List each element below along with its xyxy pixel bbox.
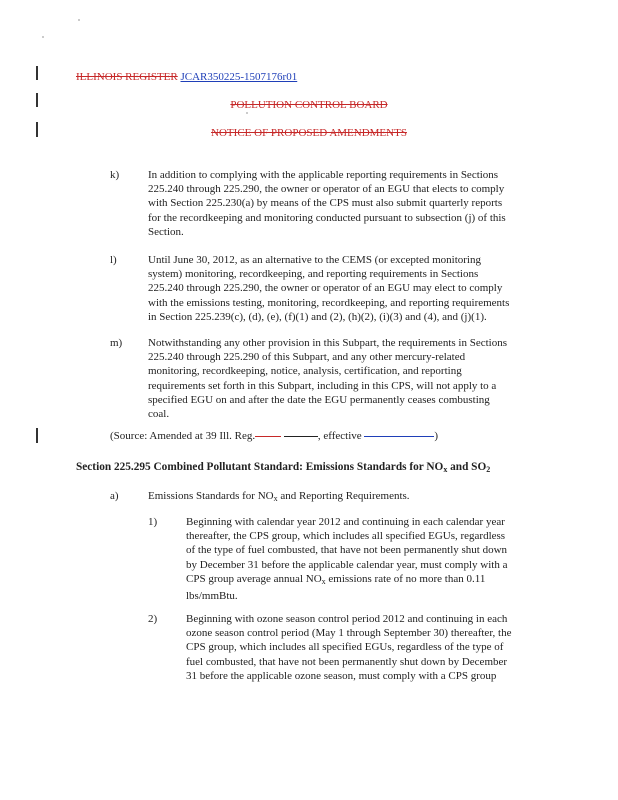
text-line: for the recordkeeping and monitoring conducted pursuant to subsection (j) of this [148,211,506,224]
board-name-text: POLLUTION CONTROL BOARD [230,99,388,111]
scan-speck [78,19,80,21]
text-line: system) monitoring, recordkeeping, and reporting requirements in Sections [148,268,479,281]
text-line: In addition to complying with the applicable reporting requirements in Sections [148,169,499,181]
section-heading [76,460,490,477]
notice-title-text: NOTICE OF PROPOSED AMENDMENTS [211,127,407,139]
source-suffix: ) [434,430,439,442]
text-span: CPS group average annual NO [186,572,322,585]
paragraph-l [148,253,509,324]
text-line: of the type of fuel combusted, that have not been permanently shut down [186,544,508,557]
text-line: thereafter, the CPS group, which includes all specified EGUs, regardless [186,530,506,543]
item-1 [186,515,507,603]
text-line: Beginning with ozone season control period 2012 and continuing in each [186,613,508,625]
section-heading-and: and SO [447,461,487,473]
item-2 [186,612,511,683]
paragraph-label-m: m) [110,337,123,349]
text-line: CPS group, which includes all specified EGUs, regardless of the type of [186,641,504,654]
change-bar [36,428,38,443]
change-bar [36,66,38,80]
subscript: x [273,494,278,503]
item-label-2: 2) [148,613,158,625]
text-line [186,572,507,589]
register-inserted-text: JCAR350225-1507176r01 [180,71,298,83]
text-line: monitoring, recordkeeping, notice, analysis, certification, and reporting [148,365,462,378]
item-label-1: 1) [148,516,158,528]
text-line: specified EGU on and after the date the EGU permanently ceases combusting [148,393,490,406]
text-line: Beginning with calendar year 2012 and continuing in each calendar year [186,516,505,528]
notice-title [0,126,618,140]
source-prefix: (Source: Amended at 39 Ill. Reg. [110,430,256,442]
source-middle: , effective [317,430,362,442]
text-line: lbs/mmBtu. [186,590,238,603]
board-name [0,98,618,112]
deleted-blank [255,436,281,437]
paragraph-m [148,336,507,421]
text-line: in Section 225.239(c), (d), (e), (f)(1) and (2), (h)(2), (i)(3) and (4), and (j)(1). [148,310,487,323]
text-line: 225.240 through 225.290, the owner or operator of an EGU may elect to comply [148,282,503,295]
source-note [110,429,438,443]
scan-speck [42,36,44,38]
subscript: x [443,465,448,474]
text-span: emissions rate of no more than 0.11 [325,572,486,585]
subsection-a-text: Emissions Standards for NO [148,490,274,502]
subscript: x [321,576,326,586]
paragraph-label-k: k) [110,169,120,181]
text-line: with Section 225.230(a) by means of the CPS must also submit quarterly reports [148,197,503,210]
register-deleted-text: ILLINOIS REGISTER [76,71,178,83]
text-line: fuel combusted, that have not been permanently shut down by December [186,655,508,668]
text-line: 225.240 through 225.290, the owner or operator of an EGU that elects to comply [148,183,505,196]
text-line: requirements set forth in this Subpart, including in this CPS, will not apply to a [148,379,497,392]
text-line: Section. [148,225,184,238]
subsection-label-a: a) [110,490,119,502]
scan-speck [246,112,248,114]
text-line: Until June 30, 2012, as an alternative to the CEMS (or excepted monitoring [148,254,481,266]
text-line: coal. [148,408,170,421]
text-line: 225.240 through 225.290 of this Subpart, and any other mercury-related [148,351,466,364]
text-line: by December 31 before the applicable calendar year, must comply with a [186,558,508,571]
inserted-blank [364,436,434,437]
text-line: 31 before the applicable ozone season, must comply with a CPS group [186,669,497,682]
section-heading-text: Section 225.295 Combined Pollutant Standard: Emissions Standards for NO [76,461,444,473]
text-line: ozone season control period (May 1 through September 30) thereafter, the [186,627,512,640]
paragraph-k [148,168,506,239]
register-header [76,70,297,84]
text-line: with the emissions testing, monitoring, recordkeeping, and reporting requirements [148,296,510,309]
text-line: Notwithstanding any other provision in this Subpart, the requirements in Sections [148,337,507,349]
subsection-a-title [148,489,410,506]
volume-blank [284,436,318,437]
paragraph-label-l: l) [110,254,117,266]
subsection-a-text-end: and Reporting Requirements. [277,490,410,502]
subscript: 2 [486,465,491,474]
